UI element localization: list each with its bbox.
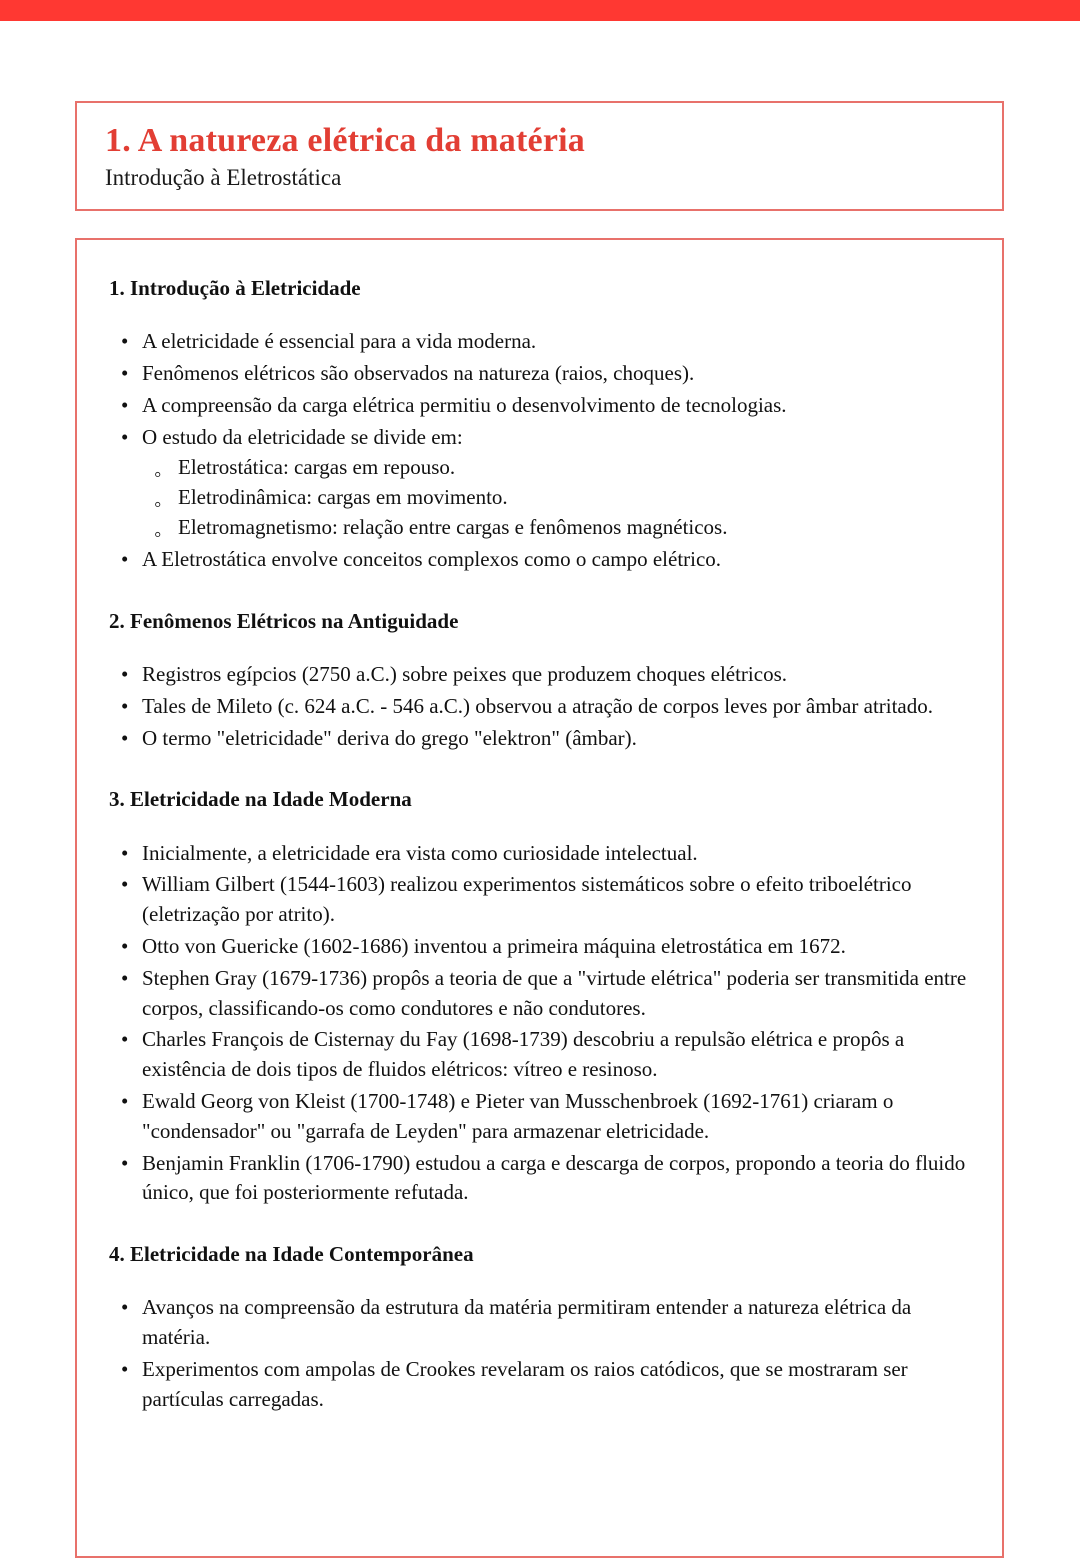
list-item	[109, 1025, 968, 1085]
sub-list-item-text: Eletrostática: cargas em repouso.	[178, 455, 456, 480]
section-heading: 4. Eletricidade na Idade Contemporânea	[109, 1242, 474, 1267]
bullet-disc-icon	[121, 545, 128, 575]
list-item-text: Stephen Gray (1679-1736) propôs a teoria de que a "virtude elétrica" poderia ser transmitida entre corpos, classificando-os como condutores e não condutores.	[142, 965, 967, 1020]
list-item	[109, 1293, 968, 1353]
bullet-list	[109, 839, 968, 1209]
document-section	[109, 609, 968, 754]
list-item	[109, 839, 968, 869]
list-item	[109, 692, 968, 722]
list-item	[109, 964, 968, 1024]
bullet-disc-icon	[121, 1025, 128, 1055]
sub-list-item	[142, 483, 968, 513]
document-section	[109, 1242, 968, 1414]
list-item-text: A eletricidade é essencial para a vida moderna.	[142, 329, 537, 354]
list-item	[109, 870, 968, 930]
list-item	[109, 932, 968, 962]
bullet-disc-icon	[121, 839, 128, 869]
bullet-list	[109, 660, 968, 753]
document-section	[109, 787, 968, 1208]
list-item-text: Experimentos com ampolas de Crookes revelaram os raios catódicos, que se mostraram ser partículas carregadas.	[142, 1357, 908, 1411]
list-item-text: O estudo da eletricidade se divide em:	[142, 424, 463, 449]
section-heading: 2. Fenômenos Elétricos na Antiguidade	[109, 608, 459, 633]
list-item-text: Charles François de Cisternay du Fay (1698-1739) descobriu a repulsão elétrica e propôs a existência de dois tipos de fluidos elétricos: vítreo e resinoso.	[142, 1027, 905, 1082]
bullet-disc-icon	[121, 1355, 128, 1385]
sub-list-item	[142, 453, 968, 483]
bullet-disc-icon	[121, 870, 128, 900]
sections-container	[109, 276, 968, 1415]
page-subtitle: Introdução à Eletrostática	[105, 165, 342, 191]
bullet-disc-icon	[121, 1293, 128, 1323]
bullet-disc-icon	[121, 964, 128, 994]
bullet-list	[109, 1293, 968, 1414]
section-heading: 1. Introdução à Eletricidade	[109, 276, 361, 300]
list-item	[109, 724, 968, 754]
top-accent-bar	[0, 0, 1080, 21]
bullet-disc-icon	[121, 391, 128, 421]
list-item-text: Avanços na compreensão da estrutura da matéria permitiram entender a natureza elétrica da matéria.	[142, 1295, 912, 1350]
bullet-disc-icon	[121, 660, 128, 690]
sub-list-item-text: Eletromagnetismo: relação entre cargas e fenômenos magnéticos.	[178, 515, 728, 540]
list-item	[109, 391, 968, 421]
list-item-text: A Eletrostática envolve conceitos complexos como o campo elétrico.	[142, 546, 722, 571]
list-item-text: William Gilbert (1544-1603) realizou experimentos sistemáticos sobre o efeito triboelétrico (eletrização por atrito).	[142, 872, 912, 927]
list-item-text: Registros egípcios (2750 a.C.) sobre peixes que produzem choques elétricos.	[142, 661, 788, 686]
bullet-disc-icon	[121, 932, 128, 962]
list-item-text: Ewald Georg von Kleist (1700-1748) e Pieter van Musschenbroek (1692-1761) criaram o "condensador" ou "garrafa de Leyden" para armazenar eletricidade.	[142, 1089, 894, 1143]
bullet-disc-icon	[121, 724, 128, 754]
section-heading: 3. Eletricidade na Idade Moderna	[109, 787, 412, 812]
bullet-disc-icon	[121, 1149, 128, 1179]
list-item	[109, 423, 968, 543]
bullet-disc-icon	[121, 327, 128, 357]
list-item	[109, 545, 968, 575]
list-item	[109, 1355, 968, 1415]
list-item	[109, 1087, 968, 1147]
list-item	[109, 660, 968, 690]
bullet-list	[109, 327, 968, 575]
list-item-text: Inicialmente, a eletricidade era vista como curiosidade intelectual.	[142, 840, 698, 865]
page-title: 1. A natureza elétrica da matéria	[105, 122, 585, 159]
list-item-text: Tales de Mileto (c. 624 a.C. - 546 a.C.) observou a atração de corpos leves por âmbar atritado.	[142, 693, 934, 718]
content-card	[75, 238, 1004, 1558]
list-item-text: Otto von Guericke (1602-1686) inventou a primeira máquina eletrostática em 1672.	[142, 933, 846, 958]
list-item-text: A compreensão da carga elétrica permitiu o desenvolvimento de tecnologias.	[142, 392, 787, 417]
list-item-text: Fenômenos elétricos são observados na natureza (raios, choques).	[142, 361, 695, 385]
bullet-disc-icon	[121, 423, 128, 453]
list-item-text: Benjamin Franklin (1706-1790) estudou a carga e descarga de corpos, propondo a teoria do fluido único, que foi posteriormente refutada.	[142, 1150, 966, 1205]
bullet-disc-icon	[121, 1087, 128, 1117]
bullet-disc-icon	[121, 692, 128, 722]
sub-list-item	[142, 513, 968, 543]
bullet-disc-icon	[121, 359, 128, 389]
list-item	[109, 359, 968, 389]
list-item	[109, 327, 968, 357]
document-section	[109, 276, 968, 575]
sub-list-item-text: Eletrodinâmica: cargas em movimento.	[178, 485, 508, 510]
list-item	[109, 1149, 968, 1209]
title-card	[75, 101, 1004, 211]
list-item-text: O termo "eletricidade" deriva do grego "elektron" (âmbar).	[142, 725, 637, 750]
sub-bullet-list	[142, 453, 968, 542]
